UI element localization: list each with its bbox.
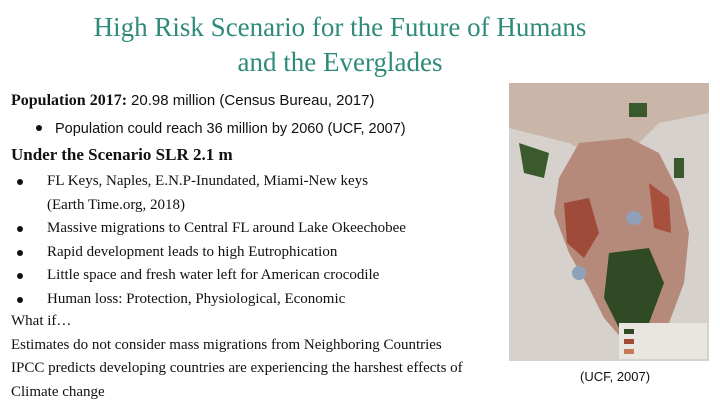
paragraph-line: What if… xyxy=(11,313,72,329)
florida-map-image xyxy=(509,83,709,361)
paragraph-line: Climate change xyxy=(11,383,105,400)
bullet-dot-icon xyxy=(17,250,23,256)
bullet-dot-icon xyxy=(36,125,42,131)
bullet-dot-icon xyxy=(17,226,23,232)
florida-map-illustration xyxy=(509,83,709,361)
paragraph-line: Estimates do not consider mass migrations from Neighboring Countries xyxy=(11,336,442,353)
population-label: Population 2017: xyxy=(11,92,128,109)
bullet-dot-icon xyxy=(17,273,23,279)
bullet-text: Little space and fresh water left for American crocodile xyxy=(47,267,380,283)
bullet-text-continued: (Earth Time.org, 2018) xyxy=(47,196,186,213)
title-line-1: High Risk Scenario for the Future of Humans xyxy=(93,12,587,42)
bullet-dot-icon xyxy=(17,297,23,303)
map-caption: (UCF, 2007) xyxy=(580,369,651,384)
population-bullet-text: Population could reach 36 million by 2060 (UCF, 2007) xyxy=(55,121,406,137)
population-bullet xyxy=(36,121,406,137)
scenario-heading: Under the Scenario SLR 2.1 m xyxy=(11,145,233,164)
list-item xyxy=(17,288,406,312)
slide-title xyxy=(40,10,640,80)
closing-paragraph xyxy=(11,310,463,404)
list-item xyxy=(17,170,406,217)
bullet-text: Rapid development leads to high Eutrophication xyxy=(47,243,338,260)
bullet-text: Human loss: Protection, Physiological, Economic xyxy=(47,290,346,307)
bullet-text: Massive migrations to Central FL around Lake Okeechobee xyxy=(47,220,406,236)
list-item xyxy=(17,217,406,241)
bullet-text: FL Keys, Naples, E.N.P-Inundated, Miami-New keys xyxy=(47,173,369,189)
scenario-bullet-list xyxy=(17,170,406,311)
list-item xyxy=(17,264,406,288)
paragraph-line: IPCC predicts developing countries are experiencing the harshest effects of xyxy=(11,360,463,376)
population-line xyxy=(11,92,375,110)
population-value: 20.98 million (Census Bureau, 2017) xyxy=(131,92,375,109)
title-line-2: and the Everglades xyxy=(237,47,443,77)
bullet-dot-icon xyxy=(17,179,23,185)
list-item xyxy=(17,241,406,265)
